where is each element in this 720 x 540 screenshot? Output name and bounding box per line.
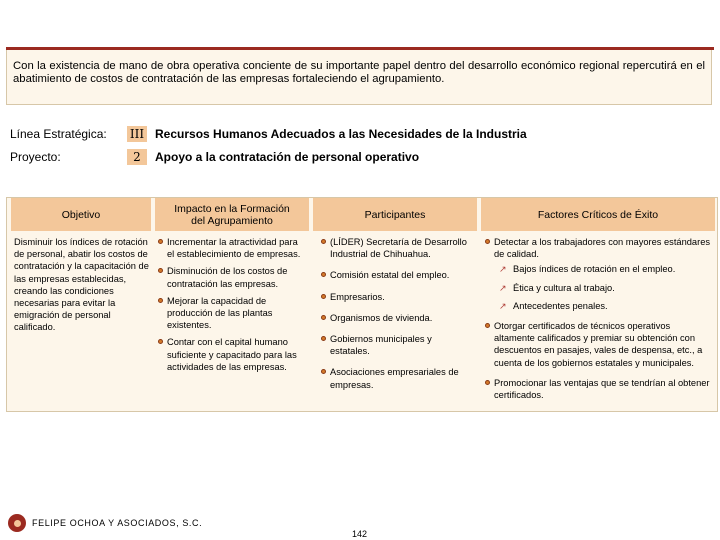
objetivo-text: Disminuir los índices de rotación de personal, abatir los costos de contratación y la capacitación de las empresas establecidas, creando las condiciones necesarias para evitar la emigración de personal calificado. [14, 237, 149, 333]
objetivo-cell [14, 236, 152, 334]
proyecto-badge: 2 [127, 149, 147, 165]
list-item: Detectar a los trabajadores con mayores estándares de calidad. [485, 236, 713, 260]
orange-dot-icon [321, 294, 326, 299]
arrow-icon: ↗ [499, 300, 507, 311]
orange-dot-icon [158, 268, 163, 273]
orange-dot-icon [321, 315, 326, 320]
sub-item: ↗ Ética y cultura al trabajo. [499, 282, 615, 293]
participantes-list [321, 236, 473, 396]
linea-estrategica-row [10, 125, 527, 143]
linea-label: Línea Estratégica: [10, 127, 107, 141]
proyecto-value: Apoyo a la contratación de personal operativo [155, 150, 420, 164]
orange-dot-icon [321, 272, 326, 277]
list-item: Contar con el capital humano suficiente y capacitado para las actividades de las empresas. [158, 336, 304, 373]
header-factores: Factores Críticos de Éxito [481, 198, 715, 231]
intro-paragraph: Con la existencia de mano de obra operativa conciente de su importante papel dentro del desarrollo económico regional repercutirá en el abatimiento de costos de contratación de las empresas fortaleciendo el agrupamiento. [6, 50, 712, 105]
orange-dot-icon [321, 369, 326, 374]
orange-dot-icon [158, 298, 163, 303]
list-item: Organismos de vivienda. [321, 312, 473, 324]
list-item: Empresarios. [321, 291, 473, 303]
sub-item: ↗ Bajos índices de rotación en el empleo. [499, 264, 676, 275]
impacto-list [158, 236, 304, 378]
footer-company: FELIPE OCHOA Y ASOCIADOS, S.C. [32, 518, 203, 528]
header-impacto: Impacto en la Formación del Agrupamiento [155, 198, 309, 231]
list-item: Gobiernos municipales y estatales. [321, 333, 473, 357]
orange-dot-icon [158, 339, 163, 344]
list-item: Mejorar la capacidad de producción de las plantas existentes. [158, 295, 304, 332]
arrow-icon: ↗ [499, 282, 507, 293]
orange-dot-icon [485, 380, 490, 385]
list-item: Promocionar las ventajas que se tendrían al obtener certificados. [485, 377, 713, 401]
proyecto-label: Proyecto: [10, 150, 61, 164]
list-item: Incrementar la atractividad para el establecimiento de empresas. [158, 236, 304, 260]
header-objetivo: Objetivo [11, 198, 151, 231]
linea-value: Recursos Humanos Adecuados a las Necesidades de la Industria [155, 127, 527, 141]
orange-dot-icon [485, 323, 490, 328]
header-participantes: Participantes [313, 198, 477, 231]
list-item: (LÍDER) Secretaría de Desarrollo Industrial de Chihuahua. [321, 236, 473, 260]
list-item: Asociaciones empresariales de empresas. [321, 366, 473, 390]
page-number: 142 [352, 529, 368, 539]
orange-dot-icon [485, 239, 490, 244]
sub-item: ↗ Antecedentes penales. [499, 300, 608, 311]
orange-dot-icon [321, 239, 326, 244]
orange-dot-icon [321, 336, 326, 341]
list-item: Comisión estatal del empleo. [321, 269, 473, 281]
list-item: Otorgar certificados de técnicos operativos altamente calificados y premiar su obtención con descuentos en pasajes, vales de despensa, etc., a cuenta de los gobiernos estatales y municipales. [485, 320, 713, 369]
project-table [6, 197, 718, 412]
linea-badge: III [127, 126, 147, 142]
factores-list [485, 236, 713, 406]
arrow-icon: ↗ [499, 264, 507, 275]
list-item: Disminución de los costos de contratación las empresas. [158, 265, 304, 289]
proyecto-row [10, 148, 419, 166]
company-logo-icon [8, 514, 26, 532]
orange-dot-icon [158, 239, 163, 244]
